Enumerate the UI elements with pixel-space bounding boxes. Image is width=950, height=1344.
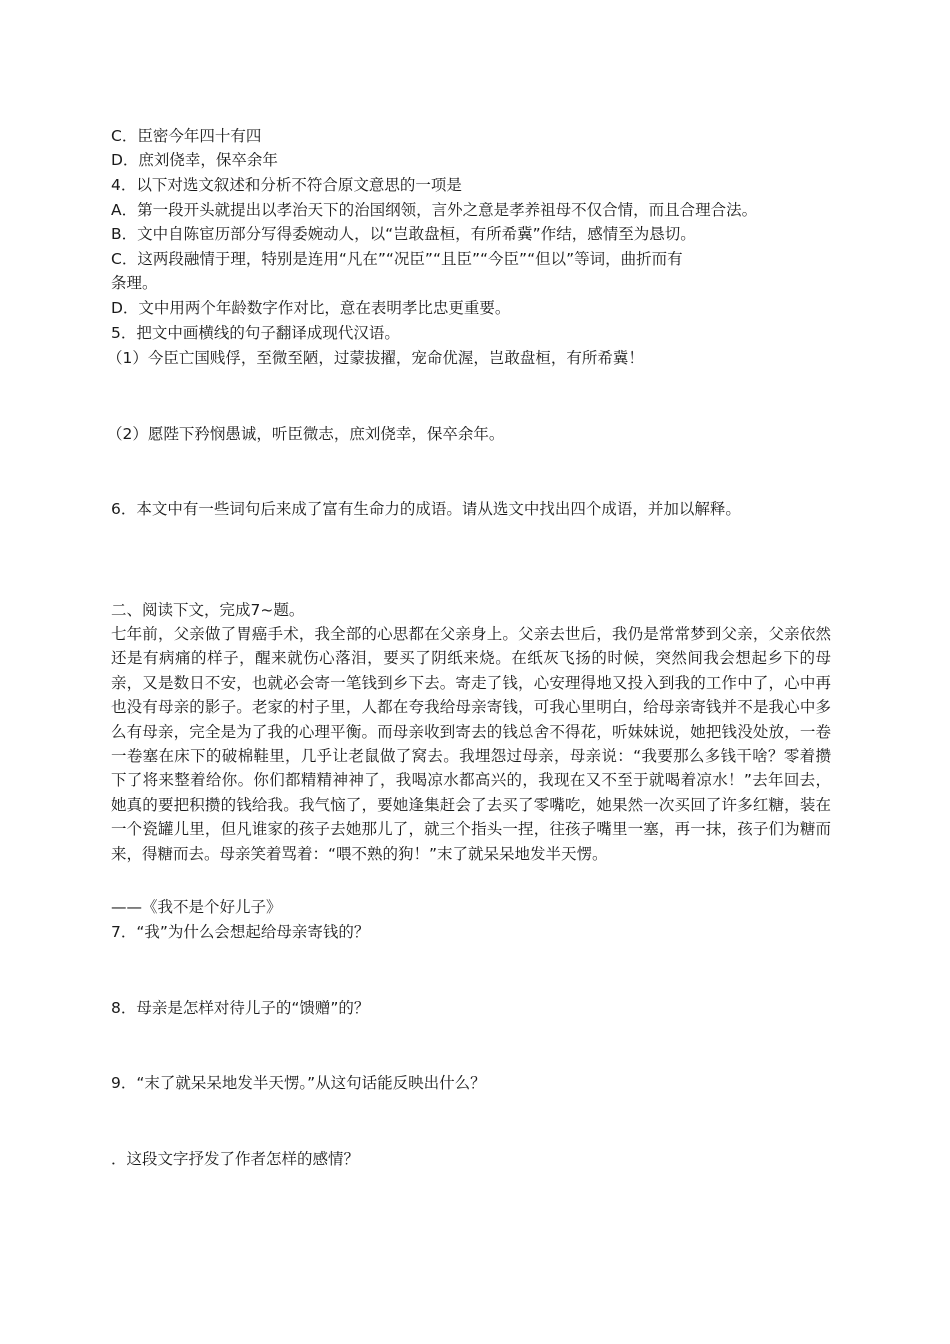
- q9-question: 9．“末了就呆呆地发半天愣。”从这句话能反映出什么？: [111, 1074, 486, 1092]
- q5-item-1: （1）今臣亡国贱俘，至微至陋，过蒙拔擢，宠命优渥，岂敢盘桓，有所希冀！: [107, 349, 644, 367]
- passage-source: ——《我不是个好儿子》: [111, 898, 282, 916]
- q4-option-c-continued: 条理。: [111, 274, 158, 292]
- reading-passage: 七年前，父亲做了胃癌手术，我全部的心思都在父亲身上。父亲去世后，我仍是常常梦到父亲，父亲依然还是有病痛的样子，醒来就伤心落泪，要买了阴纸来烧。在纸灰飞扬的时候，突然间我会想起乡下的母亲，又是数日不安，也就必会寄一笔钱到乡下去。寄走了钱，心安理得地又投入到我的工作中了，心中再也没有母亲的影子。老家的村子里，人都在夸我给母亲寄钱，可我心里明白，给母亲寄钱并不是我心中多么有母亲，完全是为了我的心理平衡。而母亲收到寄去的钱总舍不得花，听妹妹说，她把钱没处放，一卷一卷塞在床下的破棉鞋里，几乎让老鼠做了窝去。我埋怨过母亲，母亲说：“我要那么多钱干啥？零着攒下了将来整着给你。你们都精精神神了，我喝凉水都高兴的，我现在又不至于就喝着凉水！”去年回去，她真的要把积攒的钱给我。我气恼了，要她逢集赶会了去买了零嘴吃，她果然一次买回了许多红糖，装在一个瓷罐儿里，但凡谁家的孩子去她那儿了，就三个指头一捏，往孩子嘴里一塞，再一抹，孩子们为糖而来，得糖而去。母亲笑着骂着：“喂不熟的狗！”末了就呆呆地发半天愣。: [111, 625, 831, 863]
- q4-option-c: C．这两段融情于理，特别是连用“凡在”“况臣”“且臣”“今臣”“但以”等词，曲折而有: [111, 250, 683, 268]
- section-2-heading: 二、阅读下文，完成7~题。: [111, 601, 305, 619]
- q5-stem: 5．把文中画横线的句子翻译成现代汉语。: [111, 324, 400, 342]
- q5-item-2: （2）愿陛下矜悯愚诚，听臣微志，庶刘侥幸，保卒余年。: [107, 425, 505, 443]
- q3-option-c: C．臣密今年四十有四: [111, 127, 262, 145]
- q7-question: 7．“我”为什么会想起给母亲寄钱的？: [111, 923, 370, 941]
- q10-question: ．这段文字抒发了作者怎样的感情？: [111, 1150, 360, 1168]
- q4-stem: 4．以下对选文叙述和分析不符合原文意思的一项是: [111, 176, 462, 194]
- q4-option-d: D．文中用两个年龄数字作对比，意在表明孝比忠更重要。: [111, 299, 511, 317]
- q4-option-b: B．文中自陈宦历部分写得委婉动人，以“岂敢盘桓，有所希冀”作结，感情至为恳切。: [111, 225, 696, 243]
- q6-question: 6．本文中有一些词句后来成了富有生命力的成语。请从选文中找出四个成语，并加以解释。: [111, 500, 741, 518]
- q4-option-a: A．第一段开头就提出以孝治天下的治国纲领，言外之意是孝养祖母不仅合情，而且合理合法。: [111, 201, 758, 219]
- q3-option-d: D．庶刘侥幸，保卒余年: [111, 151, 278, 169]
- q8-question: 8．母亲是怎样对待儿子的“馈赠”的？: [111, 999, 370, 1017]
